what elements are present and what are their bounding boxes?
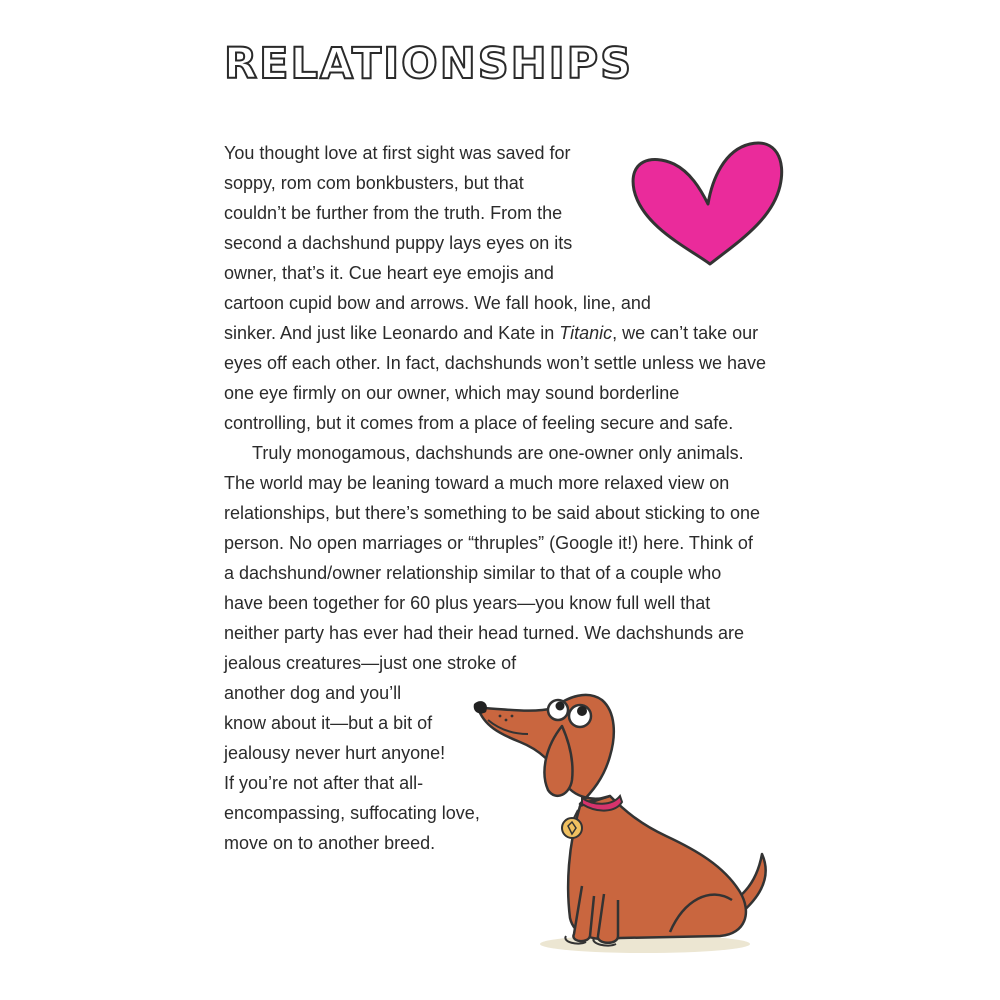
italic-title: Titanic <box>559 323 613 343</box>
text-line: controlling, but it comes from a place of feeling secure and safe. <box>224 413 734 433</box>
text-line: jealous creatures—just one stroke of <box>224 653 517 673</box>
text-line: know about it—but a bit of <box>224 713 433 733</box>
text-line: jealousy never hurt anyone! <box>224 743 446 763</box>
page-title: RELATIONSHIPS <box>224 39 634 89</box>
text-line: encompassing, suffocating love, <box>224 803 480 823</box>
text-line: couldn’t be further from the truth. From the <box>224 203 563 223</box>
text-line-titanic <box>224 318 758 348</box>
text-line: second a dachshund puppy lays eyes on its <box>224 233 573 253</box>
text-line: one eye firmly on our owner, which may sound borderline <box>224 383 680 403</box>
text-line: person. No open marriages or “thruples” (Google it!) here. Think of <box>224 533 753 553</box>
text-line: You thought love at first sight was saved for <box>224 143 571 163</box>
text-line: If you’re not after that all- <box>224 773 424 793</box>
text-segment: , we can’t take our <box>612 323 759 343</box>
text-line: neither party has ever had their head turned. We dachshunds are <box>224 623 744 643</box>
text-line: a dachshund/owner relationship similar to that of a couple who <box>224 563 722 583</box>
heart-icon <box>628 138 788 270</box>
text-line: eyes off each other. In fact, dachshunds won’t settle unless we have <box>224 353 767 373</box>
text-line: The world may be leaning toward a much more relaxed view on <box>224 473 730 493</box>
text-line: another dog and you’ll <box>224 683 402 703</box>
text-line: move on to another breed. <box>224 833 436 853</box>
dachshund-icon <box>470 686 790 956</box>
text-line: relationships, but there’s something to be said about sticking to one <box>224 503 761 523</box>
text-segment: sinker. And just like Leonardo and Kate in <box>224 323 560 343</box>
text-line: cartoon cupid bow and arrows. We fall hook, line, and <box>224 293 651 313</box>
text-line: Truly monogamous, dachshunds are one-owner only animals. <box>252 443 744 463</box>
text-line: owner, that’s it. Cue heart eye emojis and <box>224 263 554 283</box>
text-line: have been together for 60 plus years—you know full well that <box>224 593 711 613</box>
text-line: soppy, rom com bonkbusters, but that <box>224 173 524 193</box>
